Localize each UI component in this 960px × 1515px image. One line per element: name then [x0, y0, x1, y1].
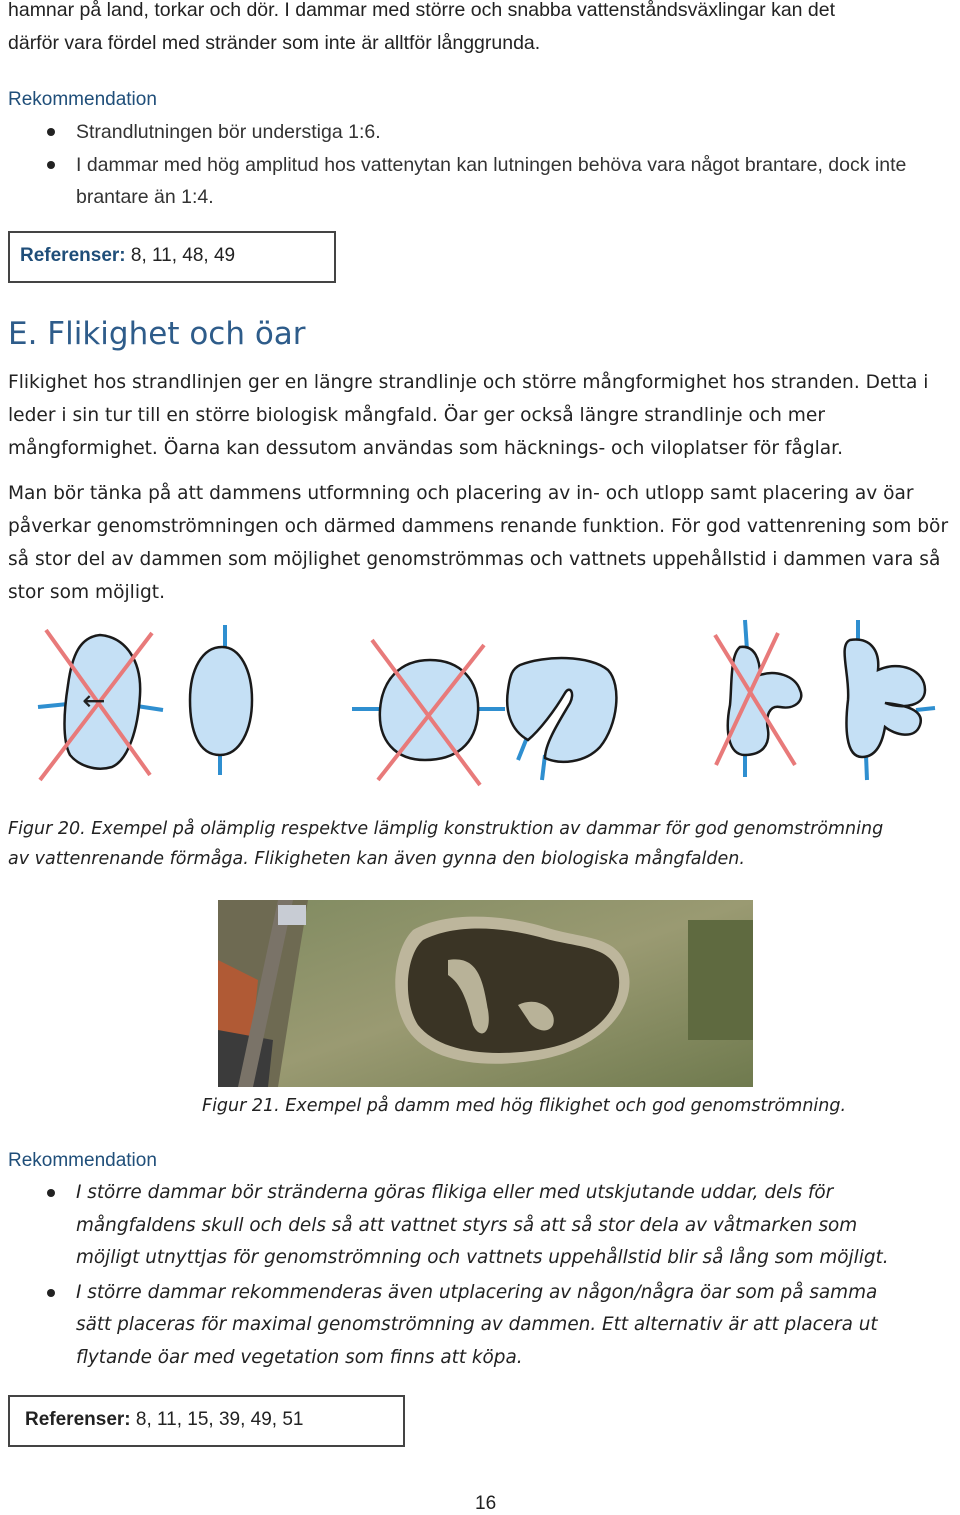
- figure-20-caption: Figur 20. Exempel på olämplig respektve lämplig konstruktion av dammar för god genomströmning av vattenrenande förmåga. Flikigheten kan även gynna den biologiska mångfalden.: [8, 819, 884, 869]
- page-number: 16: [475, 1493, 497, 1514]
- section-body: [8, 366, 958, 621]
- section-title: E. Flikighet och öar: [8, 316, 306, 352]
- recommendation-list: [0, 1177, 900, 1374]
- references-box: [8, 1395, 405, 1447]
- pond-unsuitable-2: [352, 640, 505, 785]
- list-item: I dammar med hög amplitud hos vattenytan kan lutningen behöva vara något brantare, dock inte brantare än 1:4.: [0, 149, 956, 214]
- list-item: Strandlutningen bör understiga 1:6.: [0, 116, 960, 149]
- pond-unsuitable-3: [715, 620, 801, 777]
- paragraph: Man bör tänka på att dammens utformning och placering av in- och utlopp samt placering av öar påverkar genomströmningen och därmed dammens renande funktion. För god vattenrening som bör så stor del av dammen som möjlighet genomströmmas och vattnets uppehållstid i dammen vara så stor som möjligt.: [8, 483, 949, 603]
- paragraph: Flikighet hos strandlinjen ger en längre strandlinje och större mångformighet hos stranden. Detta i leder i sin tur till en större biologisk mångfald. Öar ger också längre strandlinje och mer mångformighet. Öarna kan dessutom användas som häcknings- och viloplatser för fåglar.: [8, 372, 929, 459]
- references-label: Referenser:: [25, 1409, 131, 1430]
- intro-line-1: hamnar på land, torkar och dör. I dammar med större och snabba vattenståndsväxlingar kan det: [8, 0, 836, 21]
- references-values: 8, 11, 15, 39, 49, 51: [130, 1409, 304, 1430]
- pond-suitable-3: [845, 620, 935, 780]
- figure-21-caption: Figur 21. Exempel på damm med hög flikighet och god genomströmning.: [202, 1096, 847, 1116]
- intro-line-2: därför vara fördel med stränder som inte är alltför långgrunda.: [8, 31, 541, 54]
- recommendation-heading: Rekommendation: [8, 1150, 157, 1171]
- flow-arrow: ←: [82, 684, 106, 717]
- recommendation-2: [8, 1145, 960, 1376]
- pond-unsuitable-1: [38, 630, 163, 780]
- pond-suitable-1: [190, 625, 252, 775]
- list-item: I större dammar bör stränderna göras flikiga eller med utskjutande uddar, dels för mångfaldens skull och dels så att vattnet styrs så att så stor dela av våtmarken som möjligt utnyttjas för genomströmning och vattnets uppehållstid blir så lång som möjligt.: [0, 1177, 900, 1275]
- figure-20-diagram: [0, 615, 960, 795]
- recommendation-1: [8, 84, 960, 214]
- references-values: 8, 11, 48, 49: [125, 245, 236, 266]
- pond-suitable-2: [507, 658, 616, 780]
- recommendation-heading: Rekommendation: [8, 89, 157, 110]
- recommendation-list: [0, 116, 960, 214]
- references-box: [8, 231, 336, 283]
- references-label: Referenser:: [20, 245, 126, 266]
- intro-text: [8, 0, 958, 59]
- list-item: I större dammar rekommenderas även utplacering av någon/några öar som på samma sätt placeras för maximal genomströmning av dammen. Ett alternativ är att placera ut flytande öar med vegetation som finns att köpa.: [0, 1277, 900, 1375]
- figure-21-photo: [218, 900, 753, 1087]
